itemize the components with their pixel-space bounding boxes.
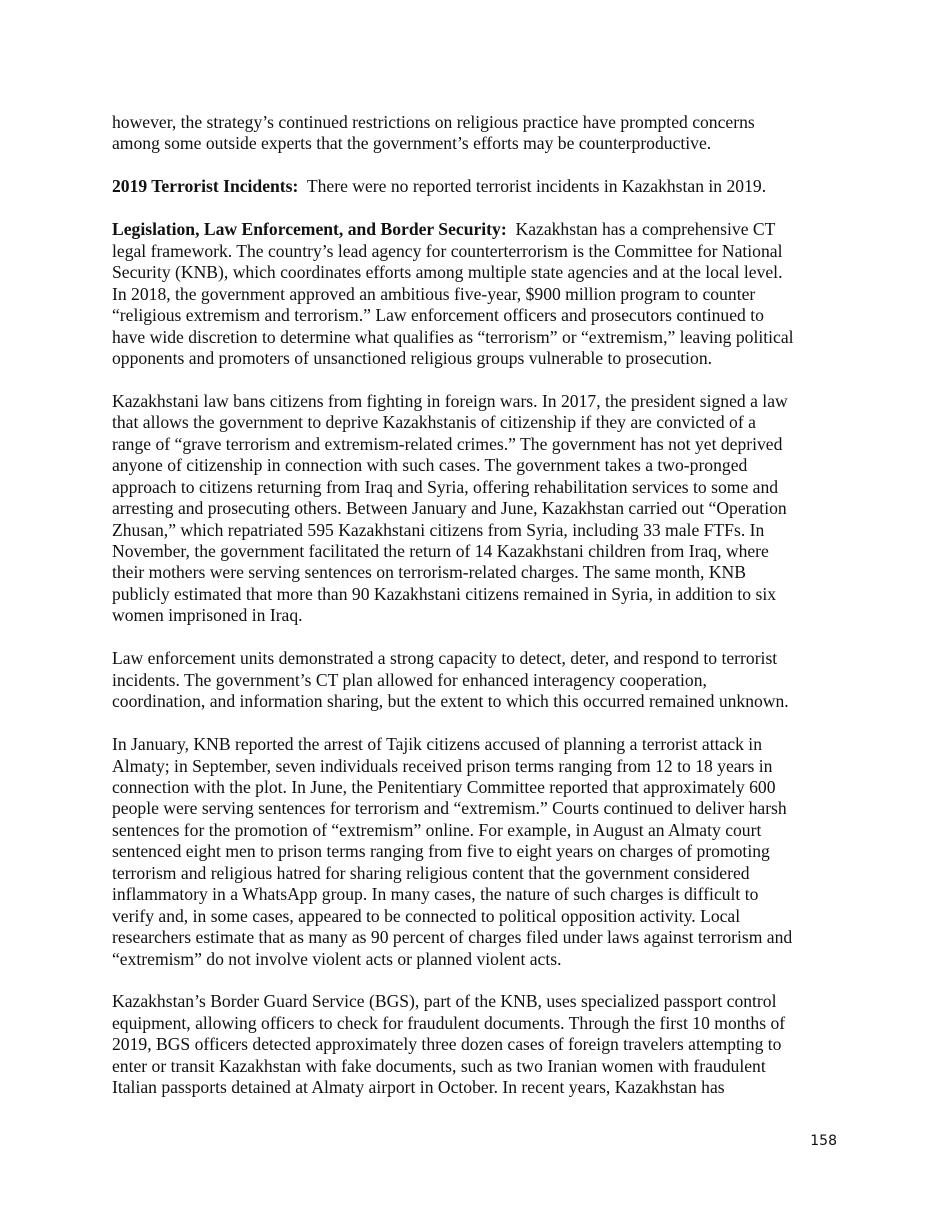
paragraph-text: Law enforcement units demonstrated a strong capacity to detect, deter, and respond to terrorist incidents. The government’s CT plan allowed for enhanced interagency cooperation, coordination, and information sharing, but the extent to which this occurred remained unknown. xyxy=(112,648,789,712)
paragraph-border-guard xyxy=(112,991,838,1098)
page-number: 158 xyxy=(810,1133,837,1149)
paragraph-text: Kazakhstan’s Border Guard Service (BGS), part of the KNB, uses specialized passport control equipment, allowing officers to check for fraudulent documents. Through the first 10 months of 2019, BGS officers detected approximately three dozen cases of foreign travelers attempting to enter or transit Kazakhstan with fake documents, such as two Iranian women with fraudulent Italian passports detained at Almaty airport in October. In recent years, Kazakhstan has xyxy=(112,991,786,1098)
paragraph-legislation xyxy=(112,219,838,369)
section-heading-terrorist-incidents: 2019 Terrorist Incidents: xyxy=(112,176,299,197)
paragraph-law-enforcement xyxy=(112,648,838,712)
paragraph-text: There were no reported terrorist incidents in Kazakhstan in 2019. xyxy=(306,176,767,197)
paragraph-terrorist-incidents xyxy=(112,176,838,197)
paragraph-text: Kazakhstani law bans citizens from fighting in foreign wars. In 2017, the president signed a law that allows the government to deprive Kazakhstanis of citizenship if they are convicted of a range of “grave terrorism and extremism-related crimes.” The government has not yet deprived anyone of citizenship in connection with such cases. The government takes a two-pronged approach to citizens returning from Iraq and Syria, offering rehabilitation services to some and arresting and prosecuting others. Between January and June, Kazakhstan carried out “Operation Zhusan,” which repatriated 595 Kazakhstani citizens from Syria, including 33 male FTFs. In November, the government facilitated the return of 14 Kazakhstani children from Iraq, where their mothers were serving sentences on terrorism-related charges. The same month, KNB publicly estimated that more than 90 Kazakhstani citizens remained in Syria, in addition to six women imprisoned in Iraq. xyxy=(112,390,788,626)
paragraph-arrests xyxy=(112,734,838,970)
paragraph-text: In January, KNB reported the arrest of Tajik citizens accused of planning a terrorist attack in Almaty; in September, seven individuals received prison terms ranging from 12 to 18 years in connection with the plot. In June, the Penitentiary Committee reported that approximately 600 people were serving sentences for terrorism and “extremism.” Courts continued to deliver harsh sentences for the promotion of “extremism” online. For example, in August an Almaty court sentenced eight men to prison terms ranging from five to eight years on charges of promoting terrorism and religious hatred for sharing religious content that the government considered inflammatory in a WhatsApp group. In many cases, the nature of such charges is difficult to verify and, in some cases, appeared to be connected to political opposition activity. Local researchers estimate that as many as 90 percent of charges filed under laws against terrorism and “extremism” do not involve violent acts or planned violent acts. xyxy=(112,734,793,969)
section-heading-legislation: Legislation, Law Enforcement, and Border Security: xyxy=(112,219,507,240)
paragraph-text: Kazakhstan has a comprehensive CT legal framework. The country’s lead agency for counterterrorism is the Committee for National Security (KNB), which coordinates efforts among multiple state agencies and at the local level. In 2018, the government approved an ambitious five-year, $900 million program to counter “religious extremism and terrorism.” Law enforcement officers and prosecutors continued to have wide discretion to determine what qualifies as “terrorism” or “extremism,” leaving political opponents and promoters of unsanctioned religious groups vulnerable to prosecution. xyxy=(112,219,794,368)
paragraph-text: however, the strategy’s continued restrictions on religious practice have prompted concerns among some outside experts that the government’s efforts may be counterproductive. xyxy=(112,112,755,154)
document-body xyxy=(112,112,838,1120)
paragraph-strategy-concerns xyxy=(112,112,838,155)
paragraph-foreign-wars xyxy=(112,391,838,627)
